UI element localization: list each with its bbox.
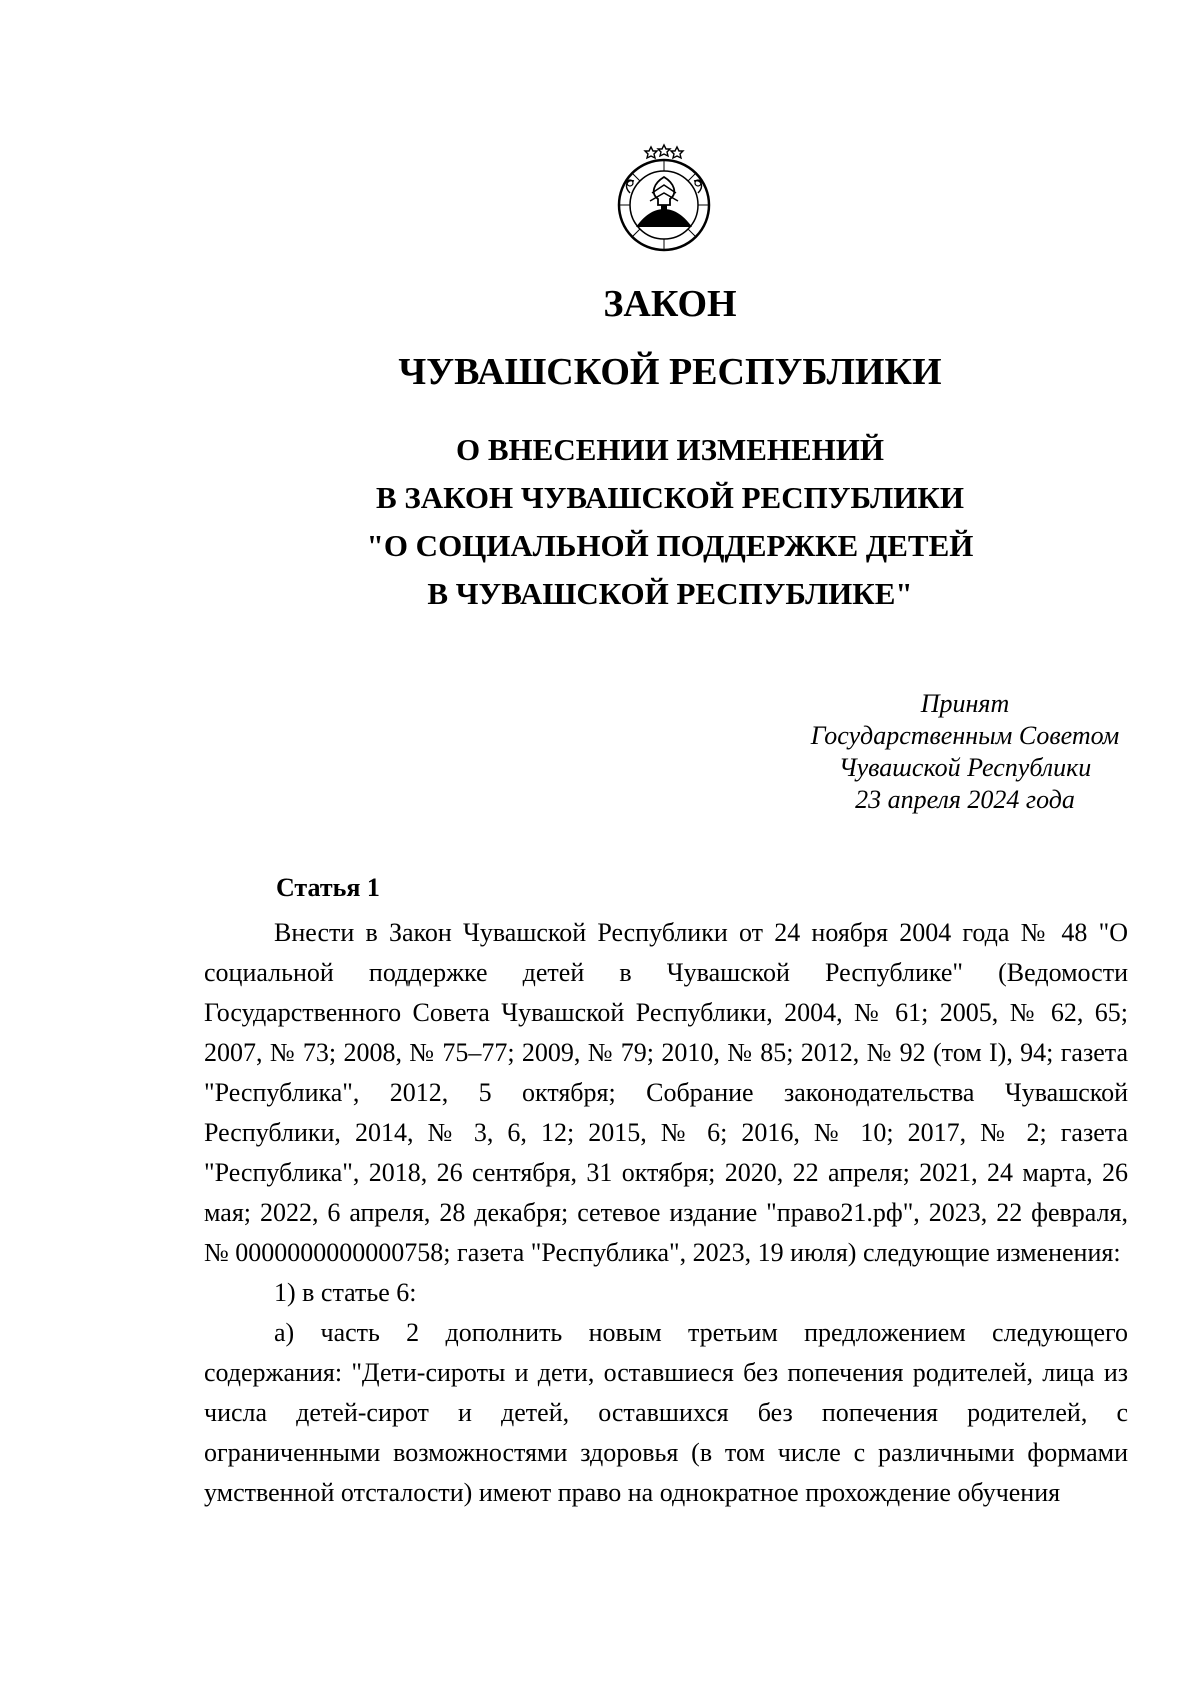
article-paragraph-2: 1) в статье 6: bbox=[274, 1278, 417, 1307]
adoption-line-2: Государственным Советом bbox=[810, 721, 1120, 750]
law-subject-line-3: "О СОЦИАЛЬНОЙ ПОДДЕРЖКЕ ДЕТЕЙ bbox=[366, 528, 974, 563]
coat-of-arms-icon bbox=[600, 143, 728, 253]
law-subject bbox=[0, 426, 1200, 618]
adoption-line-3: Чувашской Республики bbox=[838, 753, 1092, 782]
law-title-line-1: ЗАКОН bbox=[603, 283, 737, 325]
adoption-date: 23 апреля 2024 года bbox=[855, 785, 1075, 814]
article-heading: Статья 1 bbox=[276, 873, 380, 902]
adoption-line-1: Принят bbox=[920, 689, 1010, 718]
law-title bbox=[0, 270, 1200, 406]
law-subject-line-1: О ВНЕСЕНИИ ИЗМЕНЕНИЙ bbox=[455, 432, 885, 467]
law-title-line-2: ЧУВАШСКОЙ РЕСПУБЛИКИ bbox=[398, 351, 942, 393]
article-paragraph-1: Внести в Закон Чувашской Республики от 24 ноября 2004 года № 48 "О социальной поддержке детей в Чувашской Республике" (Ведомости Государственного Совета Чувашской Республики, 2004, № 61; 2005, № 62, 65; 2007, № 73; 2008, № 75–77; 2009, № 79; 2010, № 85; 2012, № 92 (том I), 94; газета "Республика", 2012, 5 октября; Собрание законодательства Чувашской Республики, 2014, № 3, 6, 12; 2015, № 6; 2016, № 10; 2017, № 2; газета "Республика", 2018, 26 сентября, 31 октября; 2020, 22 апреля; 2021, 24 марта, 26 мая; 2022, 6 апреля, 28 декабря; сетевое издание "право21.рф", 2023, 22 февраля, № 0000000000000758; газета "Республика", 2023, 19 июля) следующие изменения: bbox=[204, 918, 1128, 1267]
law-subject-line-4: В ЧУВАШСКОЙ РЕСПУБЛИКЕ" bbox=[427, 576, 913, 611]
adoption-block bbox=[800, 688, 1130, 816]
law-subject-line-2: В ЗАКОН ЧУВАШСКОЙ РЕСПУБЛИКИ bbox=[376, 480, 964, 515]
article-body bbox=[204, 913, 1128, 1513]
article-paragraph-3: а) часть 2 дополнить новым третьим предложением следующего содержания: "Дети-сироты и дети, оставшиеся без попечения родителей, лица из числа детей-сирот и детей, оставшихся без попечения родителей, с ограниченными возможностями здоровья (в том числе с различными формами умственной отсталости) имеют право на однократное прохождение обучения bbox=[204, 1318, 1128, 1507]
